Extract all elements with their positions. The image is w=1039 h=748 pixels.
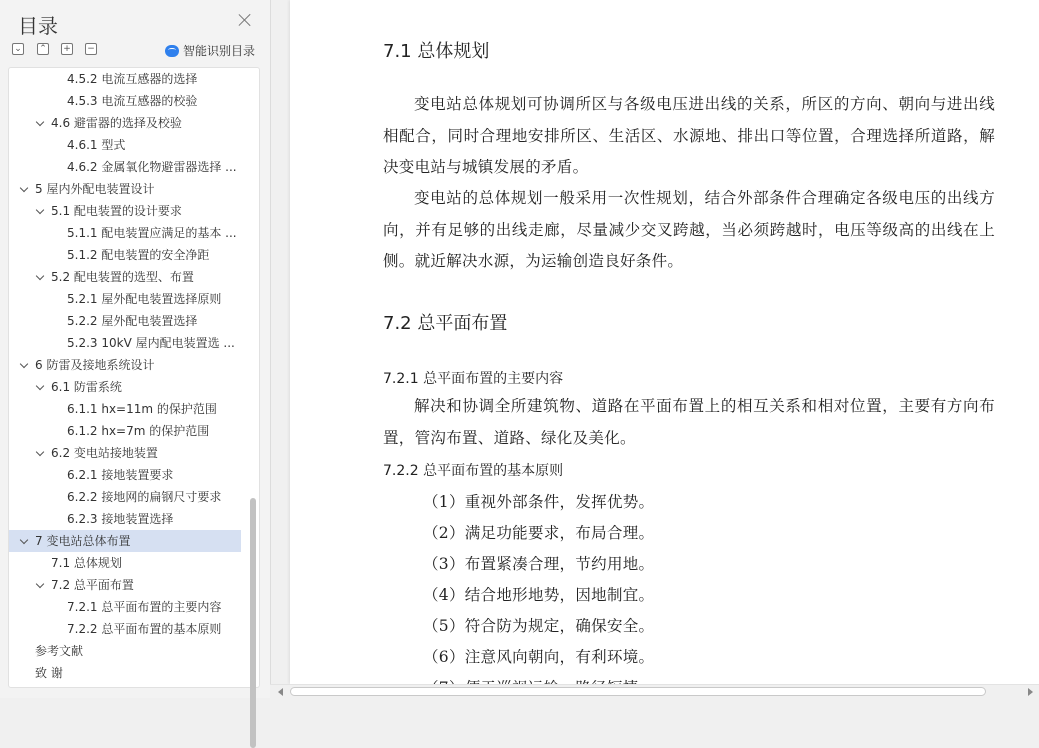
heading-7-2-1: 7.2.1 总平面布置的主要内容 (383, 371, 564, 387)
toc-item-label: 6.2.3 接地装置选择 (67, 512, 174, 526)
toc-item[interactable] (9, 376, 241, 398)
toc-item[interactable] (9, 200, 241, 222)
toc-item[interactable] (9, 574, 241, 596)
toc-item-label: 7.1 总体规划 (51, 556, 122, 570)
expand-level-icon[interactable]: + (61, 43, 73, 55)
toc-item-label: 7.2.1 总平面布置的主要内容 (67, 600, 222, 614)
chevron-down-icon[interactable] (36, 118, 44, 126)
toc-item-label: 4.6.2 金属氧化物避雷器选择 ... (67, 160, 237, 174)
toc-item-label: 6.2.2 接地网的扁钢尺寸要求 (67, 490, 222, 504)
toc-item[interactable] (9, 112, 241, 134)
heading-7-2: 7.2 总平面布置 (383, 313, 508, 334)
toc-item[interactable] (9, 464, 241, 486)
expand-all-icon[interactable]: ⌄ (12, 43, 24, 55)
smart-toc-label: 智能识别目录 (183, 44, 256, 58)
toc-item-label: 5.2.3 10kV 屋内配电装置选 ... (67, 336, 235, 350)
toc-item[interactable] (9, 618, 241, 640)
toc-item[interactable] (9, 530, 241, 552)
toc-scrollbar[interactable] (250, 498, 256, 748)
toc-item-label: 6.1.2 hx=7m 的保护范围 (67, 424, 210, 438)
toc-item-label: 致 谢 (35, 666, 63, 680)
toc-item[interactable] (9, 178, 241, 200)
toc-item-label: 5.2 配电装置的选型、布置 (51, 270, 194, 284)
toc-item-label: 6.1 防雷系统 (51, 380, 122, 394)
toc-item-label: 7.2.2 总平面布置的基本原则 (67, 622, 222, 636)
collapse-level-icon[interactable]: − (85, 43, 97, 55)
toc-item-label: 4.6 避雷器的选择及校验 (51, 116, 182, 130)
toc-item[interactable] (9, 156, 241, 178)
toc-item[interactable] (9, 508, 241, 530)
smart-toc-button[interactable] (165, 42, 255, 59)
toc-item-label: 7.2 总平面布置 (51, 578, 134, 592)
toc-item-label: 5.2.1 屋外配电装置选择原则 (67, 292, 222, 306)
toc-item[interactable] (9, 332, 241, 354)
toc-item[interactable] (9, 222, 241, 244)
toc-item-label: 6.2.1 接地装置要求 (67, 468, 174, 482)
toc-item-label: 5.1.1 配电装置应满足的基本 ... (67, 226, 237, 240)
toc-item-label: 参考文献 (35, 644, 84, 658)
toc-item[interactable] (9, 486, 241, 508)
toc-tree (8, 67, 260, 688)
horizontal-scroll-thumb[interactable] (290, 687, 986, 696)
principle-item: （3）布置紧凑合理，节约用地。 (423, 555, 655, 573)
toc-item-label: 6 防雷及接地系统设计 (35, 358, 155, 372)
paragraph-7-2-1: 解决和协调全所建筑物、道路在平面布置上的相互关系和相对位置，主要有方向布置，管沟布置、道路、绿化及美化。 (383, 397, 995, 447)
paragraph-7-1-a: 变电站总体规划可协调所区与各级电压进出线的关系，所区的方向、朝向与进出线相配合，同时合理地安排所区、生活区、水源地、排出口等位置，合理选择所道路，解决变电站与城镇发展的矛盾。 (383, 95, 995, 176)
toc-item-label: 5.1 配电装置的设计要求 (51, 204, 182, 218)
chevron-down-icon[interactable] (36, 580, 44, 588)
chevron-down-icon[interactable] (36, 448, 44, 456)
chevron-down-icon[interactable] (36, 206, 44, 214)
toc-sidebar (0, 0, 270, 698)
heading-7-1: 7.1 总体规划 (383, 41, 490, 62)
chevron-down-icon[interactable] (20, 184, 28, 192)
principle-item: （2）满足功能要求，布局合理。 (423, 524, 655, 542)
document-page (290, 0, 1039, 684)
toc-item-label: 7 变电站总体布置 (35, 534, 131, 548)
toc-item-label: 5 屋内外配电装置设计 (35, 182, 155, 196)
toc-item[interactable] (9, 288, 241, 310)
horizontal-scrollbar[interactable] (270, 684, 1039, 698)
toc-item[interactable] (9, 266, 241, 288)
toc-item[interactable] (9, 420, 241, 442)
toc-item-label: 6.2 变电站接地装置 (51, 446, 158, 460)
toc-item[interactable] (9, 90, 241, 112)
close-icon[interactable] (238, 13, 252, 27)
principle-item: （6）注意风向朝向，有利环境。 (423, 648, 655, 666)
sidebar-title: 目录 (18, 14, 58, 38)
principle-item: （1）重视外部条件，发挥优势。 (423, 493, 655, 511)
toc-item[interactable] (9, 442, 241, 464)
collapse-all-icon[interactable]: ⌃ (37, 43, 49, 55)
principle-item: （5）符合防为规定，确保安全。 (423, 617, 655, 635)
toc-item[interactable] (9, 310, 241, 332)
toc-item-label: 4.5.2 电流互感器的选择 (67, 72, 198, 86)
toc-item[interactable] (9, 398, 241, 420)
smart-recognize-icon (165, 45, 179, 57)
toc-item[interactable] (9, 552, 241, 574)
toc-item[interactable] (9, 354, 241, 376)
toc-item-label: 4.6.1 型式 (67, 138, 126, 152)
toc-item-label: 5.1.2 配电装置的安全净距 (67, 248, 210, 262)
toc-item-label: 4.5.3 电流互感器的校验 (67, 94, 198, 108)
toc-item-label: 5.2.2 屋外配电装置选择 (67, 314, 198, 328)
chevron-down-icon[interactable] (36, 272, 44, 280)
pane-divider[interactable] (270, 0, 271, 698)
paragraph-7-1-b: 变电站的总体规划一般采用一次性规划，结合外部条件合理确定各级电压的出线方向，并有足够的出线走廊，尽量减少交叉跨越，当必须跨越时，电压等级高的出线在上侧。就近解决水源，为运输创造良好条件。 (383, 189, 995, 270)
toc-item[interactable] (9, 640, 241, 662)
scroll-right-icon[interactable] (1028, 688, 1033, 696)
toc-item-label: 6.1.1 hx=11m 的保护范围 (67, 402, 217, 416)
toc-item[interactable] (9, 68, 241, 90)
toc-item[interactable] (9, 596, 241, 618)
chevron-down-icon[interactable] (20, 360, 28, 368)
heading-7-2-2: 7.2.2 总平面布置的基本原则 (383, 463, 564, 479)
chevron-down-icon[interactable] (20, 536, 28, 544)
toc-item[interactable] (9, 244, 241, 266)
principle-item: （4）结合地形地势，因地制宜。 (423, 586, 655, 604)
chevron-down-icon[interactable] (36, 382, 44, 390)
scroll-left-icon[interactable] (278, 688, 283, 696)
toc-item[interactable] (9, 662, 241, 684)
toc-item[interactable] (9, 134, 241, 156)
